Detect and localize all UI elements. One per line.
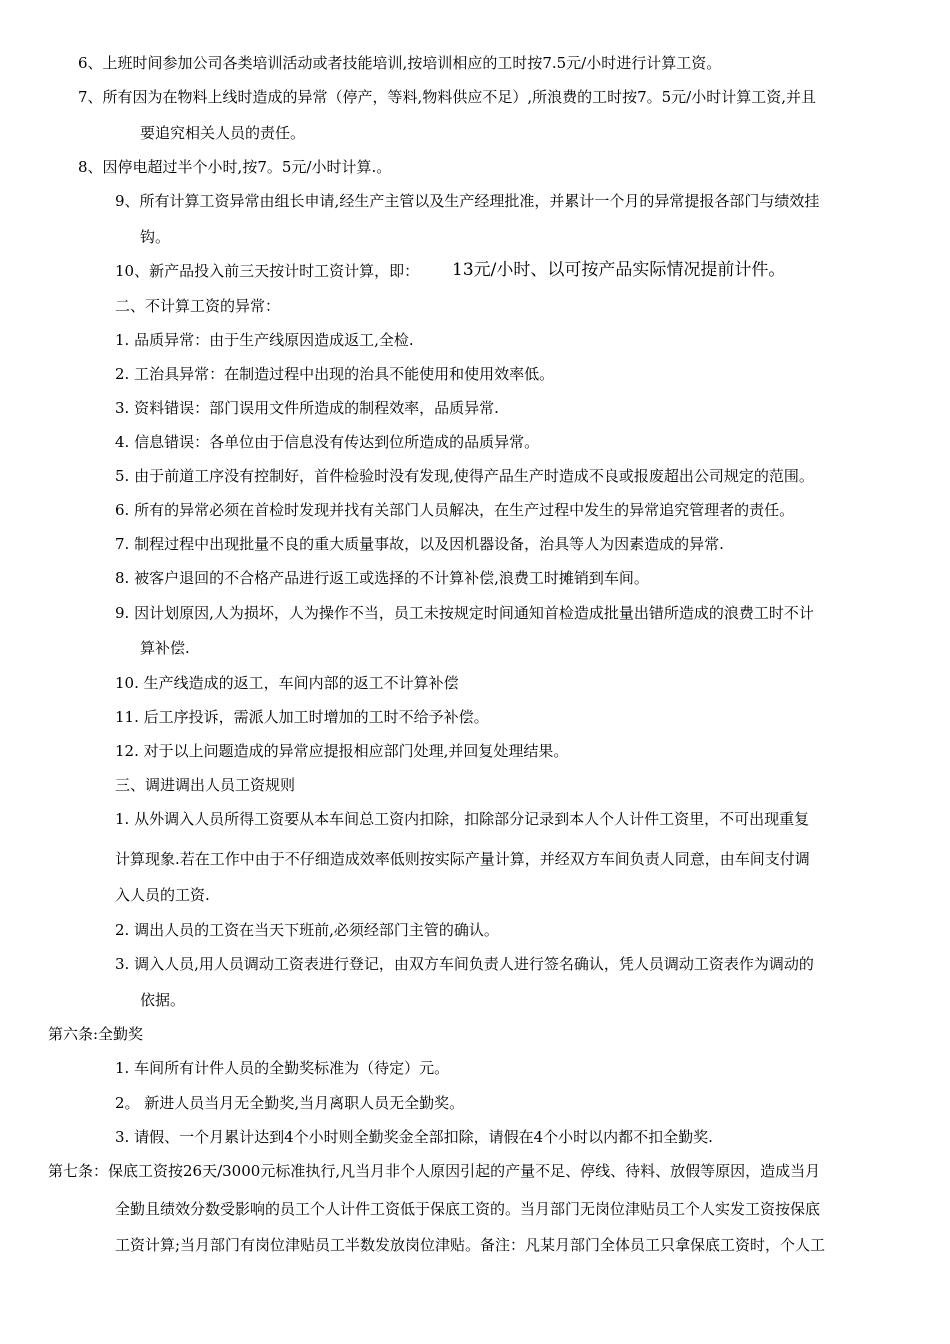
list-item: 1. 品质异常：由于生产线原因造成返工,全检.	[115, 331, 414, 349]
text-line: 计算现象.若在工作中由于不仔细造成效率低则按实际产量计算，并经双方车间负责人同意，由车间支付调	[115, 850, 810, 868]
list-item: 10. 生产线造成的返工，车间内部的返工不计算补偿	[115, 674, 459, 692]
list-item: 2。 新进人员当月无全勤奖,当月离职人员无全勤奖。	[115, 1094, 465, 1112]
list-item: 1. 从外调入人员所得工资要从本车间总工资内扣除，扣除部分记录到本人个人计件工资里，不可出现重复	[115, 810, 810, 828]
list-item: 5. 由于前道工序没有控制好，首件检验时没有发现,使得产品生产时造成不良或报废超出公司规定的范围。	[115, 467, 814, 485]
text-line: 算补偿.	[140, 639, 190, 657]
text-line: 6、上班时间参加公司各类培训活动或者技能培训,按培训相应的工时按7.5元/小时进行计算工资。	[78, 54, 722, 72]
text-line: 9、所有计算工资异常由组长申请,经生产主管以及生产经理批准，并累计一个月的异常提报各部门与绩效挂	[115, 192, 820, 210]
article-heading: 第六条:全勤奖	[48, 1025, 144, 1043]
list-item: 7. 制程过程中出现批量不良的重大质量事故，以及因机器设备，治具等人为因素造成的异常.	[115, 535, 724, 553]
article-heading: 第七条：保底工资按26天/3000元标准执行,凡当月非个人原因引起的产量不足、停线、待料、放假等原因，造成当月	[48, 1162, 821, 1180]
list-item: 11. 后工序投诉，需派人加工时增加的工时不给予补偿。	[115, 708, 489, 726]
list-item: 4. 信息错误：各单位由于信息没有传达到位所造成的品质异常。	[115, 433, 540, 451]
text-line: 要追究相关人员的责任。	[140, 124, 306, 142]
list-item: 1. 车间所有计件人员的全勤奖标准为（待定）元。	[115, 1059, 450, 1077]
text-line: 7、所有因为在物料上线时造成的异常（停产，等料,物料供应不足）,所浪费的工时按7。5元/小时计算工资,并且	[78, 88, 816, 106]
text-line: 钩。	[140, 228, 171, 246]
list-item: 3. 请假、一个月累计达到4个小时则全勤奖金全部扣除，请假在4个小时以内都不扣全勤奖.	[115, 1128, 713, 1146]
list-item: 6. 所有的异常必须在首检时发现并找有关部门人员解决，在生产过程中发生的异常追究管理者的责任。	[115, 501, 795, 519]
list-item: 3. 调入人员,用人员调动工资表进行登记，由双方车间负责人进行签名确认，凭人员调动工资表作为调动的	[115, 955, 814, 973]
list-item: 12. 对于以上问题造成的异常应提报相应部门处理,并回复处理结果。	[115, 742, 569, 760]
text-line: 13元/小时、以可按产品实际情况提前计件。	[452, 260, 786, 280]
section-heading: 二、不计算工资的异常：	[115, 297, 281, 315]
list-item: 9. 因计划原因,人为损坏，人为操作不当，员工未按规定时间通知首检造成批量出错所造成的浪费工时不计	[115, 604, 814, 622]
text-line: 10、新产品投入前三天按计时工资计算，即：	[115, 262, 420, 280]
list-item: 3. 资料错误：部门误用文件所造成的制程效率，品质异常.	[115, 399, 499, 417]
text-line: 依据。	[140, 991, 186, 1009]
list-item: 2. 调出人员的工资在当天下班前,必须经部门主管的确认。	[115, 921, 499, 939]
text-line: 全勤且绩效分数受影响的员工个人计件工资低于保底工资的。当月部门无岗位津贴员工个人实发工资按保底	[115, 1200, 821, 1218]
text-line: 入人员的工资.	[115, 886, 210, 904]
text-line: 工资计算;当月部门有岗位津贴员工半数发放岗位津贴。备注：凡某月部门全体员工只拿保底工资时，个人工	[115, 1236, 826, 1254]
list-item: 2. 工治具异常：在制造过程中出现的治具不能使用和使用效率低。	[115, 365, 555, 383]
list-item: 8. 被客户退回的不合格产品进行返工或选择的不计算补偿,浪费工时摊销到车间。	[115, 569, 649, 587]
section-heading: 三、调进调出人员工资规则	[115, 776, 296, 794]
text-line: 8、因停电超过半个小时,按7。5元/小时计算.。	[78, 158, 392, 176]
